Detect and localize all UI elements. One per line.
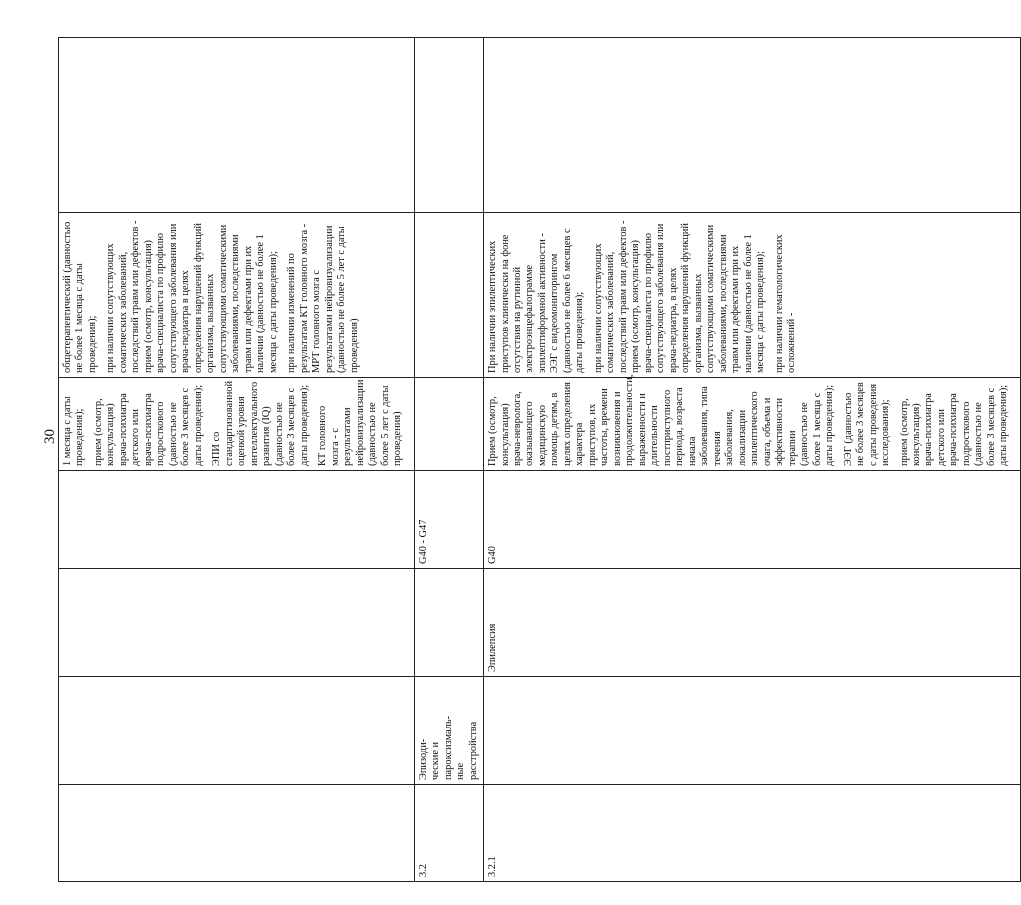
mandatory-exams-cell — [414, 378, 483, 471]
exam-item: ЭПИ со стандартизованной оценкой уровня интеллектуального развития (IQ) (давностью не более 3 месяцев с даты проведения); — [211, 380, 310, 466]
exam-item: общетерапевтический (давностью не более 1 месяца с даты проведения); — [62, 221, 98, 373]
icd-code-cell: G40 — [484, 471, 1021, 569]
additional-exams-cell — [59, 213, 415, 378]
page-number: 30 — [42, 429, 58, 444]
exam-item: КТ головного мозга - с результатами нейровизуализации (давностью не более 5 лет с даты проведения) — [317, 379, 404, 466]
category-name-cell — [59, 677, 415, 785]
additional-exams-cell — [414, 213, 483, 378]
exam-item: ЭЭГ (давностью не более 3 месяцев с даты проведения исследования); — [842, 382, 892, 466]
table-row — [414, 38, 483, 882]
row-number-cell: 3.2 — [414, 785, 483, 882]
subcategory-name-cell: Эпилепсия — [484, 569, 1021, 677]
icd-code-cell: G40 - G47 — [414, 471, 483, 569]
row-number-cell — [59, 785, 415, 882]
exam-item: 1 месяца с даты проведения); — [62, 396, 86, 466]
table-row — [484, 38, 1021, 882]
exam-item: при наличии сопутствующих соматических заболеваний, последствий травм или дефектов - прием (осмотр, консультация) врача-специалиста по профилю сопутствующего заболевания или врача-педиатра, в целях определения нарушений функций организма, вызванных сопутствующими соматическими заболеваниями, последствиями травм или дефектами при их наличии (давностью не более 1 месяца с даты проведения); — [592, 220, 767, 373]
table-row — [59, 38, 415, 882]
exam-item: прием (осмотр, консультация) врача-психиатра детского или врача-психиатра подросткового (давностью не более 3 месяцев с даты проведения); — [92, 384, 204, 466]
exam-item: прием (осмотр, консультация) врача-психиатра детского или врача-психиатра подросткового (давностью не более 3 месяцев с даты проведения); — [898, 384, 1010, 466]
category-name-cell — [484, 677, 1021, 785]
mandatory-exams-cell — [484, 374, 1021, 471]
row-number-cell: 3.2.1 — [484, 785, 1021, 882]
exam-item: При наличии эпилептических приступов клинически на фоне отсутствия на рутинной электроэнцефалограмме эпилептиформной активности - ЭЭГ с видеомониторингом (давностью не более 6 месяцев с даты проведения); — [487, 228, 586, 373]
icd-code-cell — [59, 471, 415, 569]
empty-cell — [59, 38, 415, 213]
empty-cell — [414, 38, 483, 213]
exam-item: Прием (осмотр, консультация) врача-невролога, оказывающего медицинскую помощь детям, в целях определения характера приступов, их частоты, времени возникновения и продолжительности, выраженности и длительности постприступного периода, возраста начала заболевания, типа течения заболевания, локализации эпилептического очага, объема и эффективности терапии (давностью не более 1 месяца с даты проведения); — [487, 374, 836, 466]
additional-exams-cell — [484, 213, 1021, 378]
category-name-cell: Эпизоди- ческие и пароксизмаль- ные расстройства — [414, 677, 483, 785]
exam-item: при наличии изменений по результатам КТ головного мозга - МРТ головного мозга с результатами нейровизуализации (давностью не более 5 лет с даты проведения) — [286, 223, 360, 373]
subcategory-name-cell — [59, 569, 415, 677]
criteria-table — [58, 38, 1010, 882]
exam-item: при наличии гематологических осложнений - — [773, 234, 798, 373]
subcategory-name-cell — [414, 569, 483, 677]
empty-cell — [484, 38, 1021, 213]
exam-item: при наличии сопутствующих соматических заболеваний, последствий травм или дефектов - прием (осмотр, консультация) врача-специалиста по профилю сопутствующего заболевания или врача-педиатра в целях определения нарушений функций организма, вызванных сопутствующими соматическими заболеваниями, последствиями травм или дефектами при их наличии (давностью не более 1 месяца с даты проведения); — [105, 220, 279, 373]
mandatory-exams-cell — [59, 378, 415, 471]
